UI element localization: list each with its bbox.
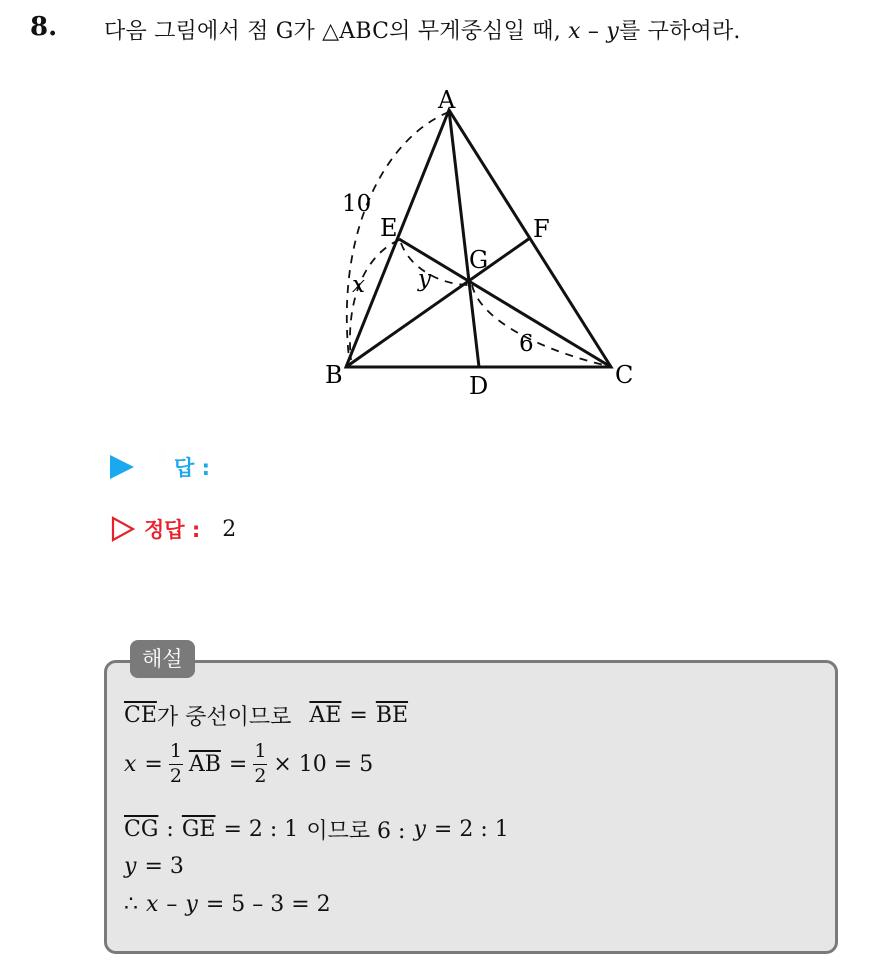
correct-answer-row xyxy=(110,514,236,544)
explanation-tag: 해설 xyxy=(130,640,195,678)
label-e: E xyxy=(380,214,398,242)
answer-label: 답 : xyxy=(174,456,210,480)
var-x-label: x xyxy=(352,272,365,298)
question-text: 다음 그림에서 점 G가 △ABC의 무게중심일 때, x – y를 구하여라. xyxy=(104,19,741,44)
measure-cg: 6 xyxy=(519,331,534,357)
var-y-label: y xyxy=(418,266,431,292)
play-icon xyxy=(110,455,134,479)
question-number: 8. xyxy=(30,12,58,42)
label-d: D xyxy=(469,372,489,400)
measure-ab: 10 xyxy=(342,191,372,217)
label-b: B xyxy=(325,361,343,389)
explanation-line-4: y = 3 xyxy=(124,854,184,879)
label-a: A xyxy=(438,86,456,114)
explanation-line-5: ∴ x – y = 5 – 3 = 2 xyxy=(124,892,331,917)
arc-eg xyxy=(401,243,470,285)
label-f: F xyxy=(533,215,550,243)
explanation-line-3: $\overline{CG}$ : $\overline{GE}$ = 2 : 1 이므로 6 : y = 2 : 1 xyxy=(124,817,509,844)
answer-row xyxy=(110,452,210,482)
correct-answer-label: 정답 : xyxy=(144,518,201,542)
label-c: C xyxy=(615,361,634,389)
label-g: G xyxy=(469,246,489,274)
median-ce xyxy=(399,239,611,367)
correct-answer-value: 2 xyxy=(222,516,237,542)
triangle-figure xyxy=(0,0,884,420)
outline-play-icon xyxy=(110,516,136,542)
explanation-line-1: $\overline{CE}$ 가 중선이므로 $\overline{AE}$ = $\overline{BE}$ xyxy=(124,703,409,730)
explanation-line-2: x = $\frac{1}{2}$ $\overline{AB}$ = $\frac{1}{2}$ × 10 = 5 xyxy=(124,740,374,787)
